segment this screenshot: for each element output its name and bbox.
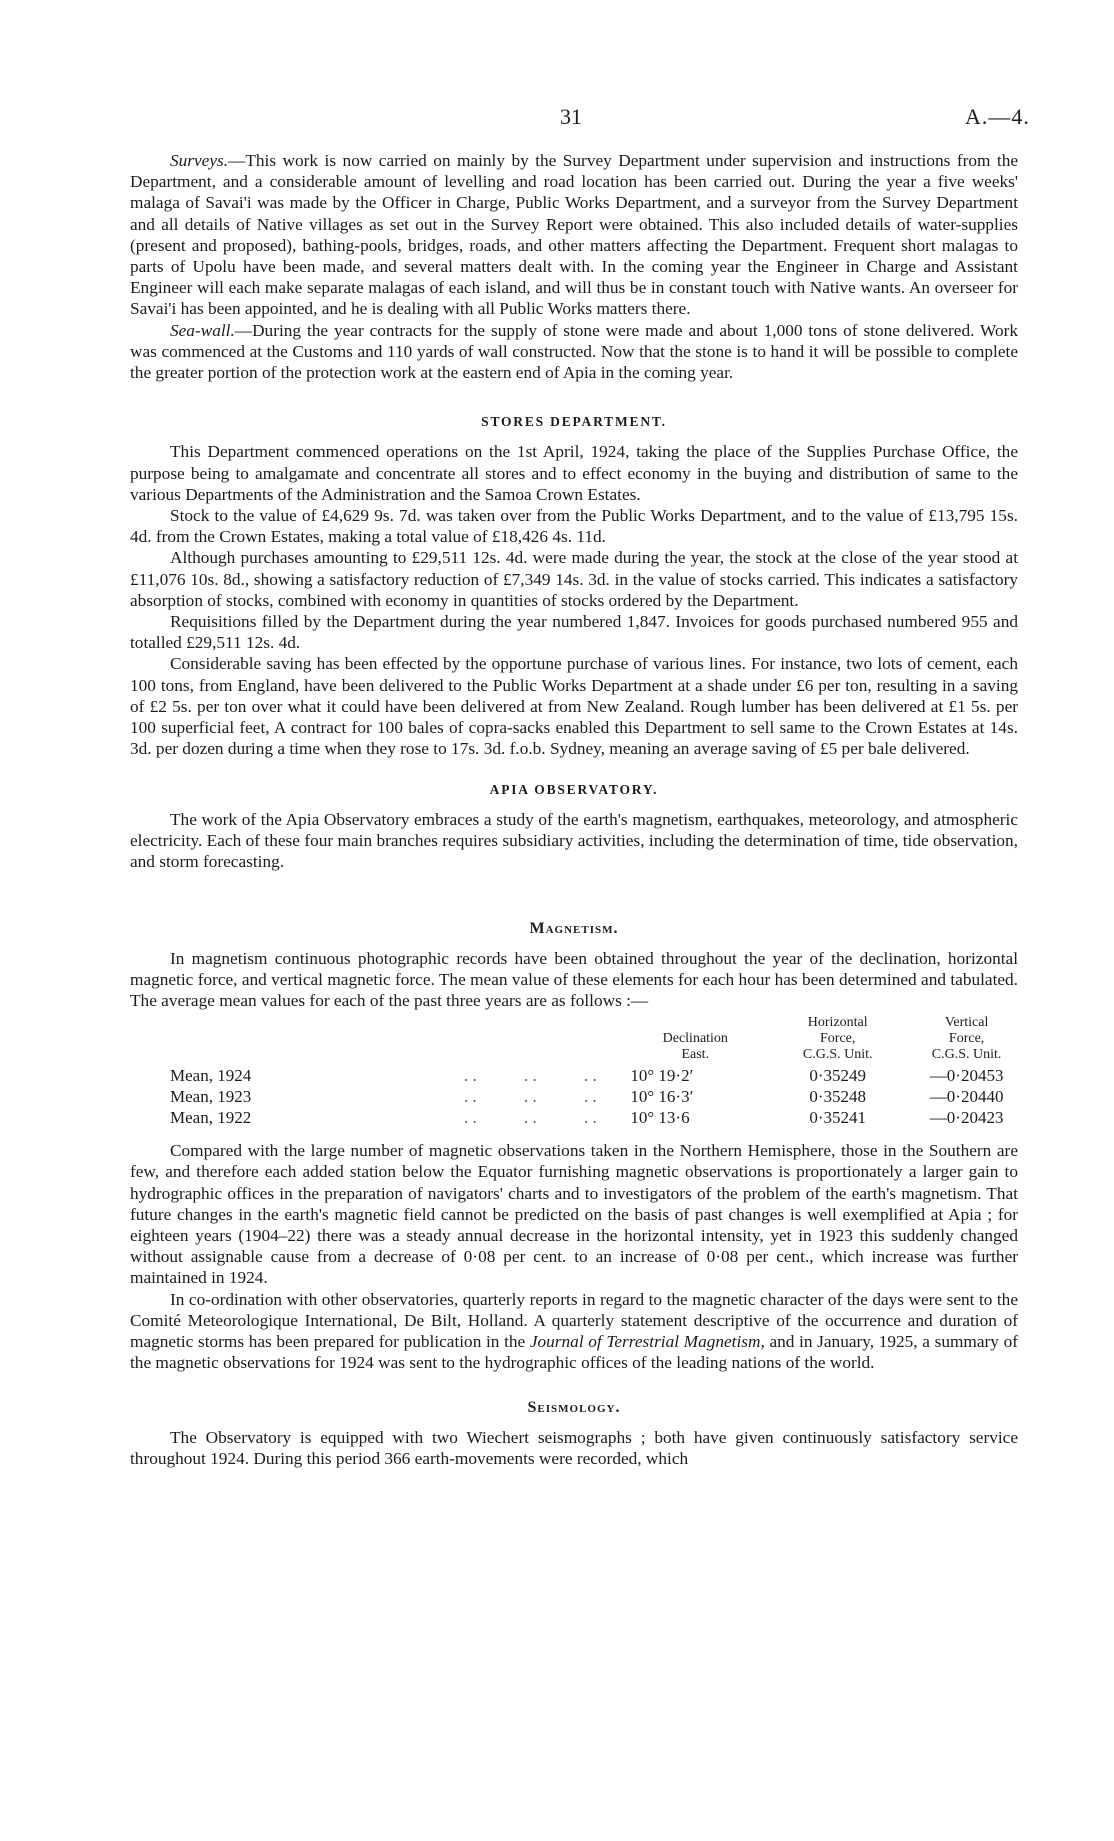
vertical-force-value: —0·20453 [929,1066,1004,1086]
magnetism-table [170,1015,1018,1128]
stores-heading: STORES DEPARTMENT. [481,414,667,430]
stores-paragraph: Stock to the value of £4,629 9s. 7d. was taken over from the Public Works Department, and to the value of £13,795 15s. 4d. from the Crown Estates, making a total value of £18,426 4s. 11d. [130,506,1018,547]
stores-paragraph: Although purchases amounting to £29,511 12s. 4d. were made during the year, the stock at the close of the year stood at £11,076 10s. 8d., showing a satisfactory reduction of £7,349 14s. 3d. in the value of stocks carried. This indicates a satisfactory absorption of stocks, combined with economy in quantities of stocks ordered by the Department. [130,548,1018,610]
stores-paragraph: This Department commenced operations on the 1st April, 1924, taking the place of the Supplies Purchase Office, the purpose being to amalgamate and concentrate all stores and to effect economy in the buying and distribution of same to the various Departments of the Administration and the Samoa Crown Estates. [130,442,1018,504]
stores-paragraph: Considerable saving has been effected by the opportune purchase of various lines. For instance, two lots of cement, each 100 tons, from England, have been delivered to the Public Works Department at a shade under £6 per ton, resulting in a saving of £2 5s. per ton over what it could have been delivered at from New Zealand. Rough lumber has been delivered at £1 5s. per 100 superficial feet, A contract for 100 bales of copra-sacks enabled this Department to sell same to the Crown Estates at 14s. 3d. per dozen during a time when they rose to 17s. 3d. f.o.b. Sydney, meaning an average saving of £5 per bale delivered. [130,654,1018,759]
magnetism-intro: In magnetism continuous photographic records have been obtained throughout the year of the declination, horizontal magnetic force, and vertical magnetic force. The mean value of these elements for each hour has been determined and tabulated. The average mean values for each of the past three years are as follows :— [130,948,1018,1010]
declination-value: 10° 13·6 [630,1108,690,1128]
magnetism-paragraph: Compared with the large number of magnetic observations taken in the Northern Hemisphere, those in the Southern are few, and therefore each added station below the Equator furnishing magnetic observations is proportionately a larger gain to hydrographic offices in the preparation of navigators' charts and to investigators of the problem of the earth's magnetism. That future changes in the earth's magnetic field cannot be predicted on the basis of past changes is well exemplified at Apia ; for eighteen years (1904–22) there was a steady annual decrease in the horizontal intensity, yet in 1923 this suddenly changed without assignable cause from a decrease of 0·08 per cent. to an increase of 0·08 per cent., which increase was further maintained in 1924. [130,1141,1018,1288]
observatory-paragraph: The work of the Apia Observatory embraces a study of the earth's magnetism, earthquakes, meteorology, and atmospheric electricity. Each of these four main branches requires subsidiary activities, including the determination of time, tide observation, and storm forecasting. [130,809,1018,872]
page-number: 31 [560,104,582,129]
seawall-lead: Sea-wall. [170,320,235,340]
observatory-heading: APIA OBSERVATORY. [489,782,659,798]
seismology-paragraph: The Observatory is equipped with two Wiechert seismographs ; both have given continuously satisfactory service throughout 1924. During this period 366 earth-movements were recorded, which [130,1427,1018,1468]
seawall-text: —During the year contracts for the supply of stone were made and about 1,000 tons of stone delivered. Work was commenced at the Customs and 110 yards of wall constructed. Now that the stone is to hand it will be possible to complete the greater portion of the protection work at the eastern end of Apia in the coming year. [130,320,1018,383]
surveys-lead: Surveys. [170,151,229,170]
table-header-row [170,1015,1018,1065]
document-reference: A.—4. [965,104,1030,129]
surveys-paragraph [130,150,1018,320]
row-label: Mean, 1923 [170,1087,252,1107]
surveys-text: —This work is now carried on mainly by the Survey Department under supervision and instructions from the Department, and a considerable amount of levelling and road location has been carried out. During the year a five weeks' malaga of Savai'i was made by the Officer in Charge, Public Works Department, and a surveyor from the Survey Department and all details of Native villages as set out in the Survey Report were obtained. This also included details of water-supplies (present and proposed), bathing-pools, bridges, roads, and other matters affecting the Department. Frequent short malagas to parts of Upolu have been made, and several matters dealt with. In the coming year the Engineer in Charge and Assistant Engineer will each make separate malagas of each island, and will thus be in constant touch with Native wants. An overseer for Savai'i has been appointed, and he is dealing with all Public Works matters there. [130,151,1018,319]
horizontal-force-value: 0·35241 [809,1108,867,1128]
leader-dots: . . . . . . [463,1108,597,1128]
magnetism-heading: Magnetism. [529,920,619,938]
horizontal-force-header: Horizontal Force, C.G.S. Unit. [802,1015,873,1063]
row-label: Mean, 1922 [170,1108,252,1128]
vertical-force-value: —0·20440 [929,1087,1004,1107]
coordination-paragraph: In co-ordination with other observatories, quarterly reports in regard to the magnetic character of the days were sent to the Comité Meteorologique International, De Bilt, Holland. A quarterly statement descriptive of the occurrence and duration of magnetic storms has been prepared for publication in the Journal of Terrestrial Magnetism, and in January, 1925, a summary of the magnetic observations for 1924 was sent to the hydrographic offices of the leading nations of the world. [130,1289,1018,1373]
horizontal-force-value: 0·35249 [809,1066,867,1086]
table-row [170,1065,1018,1086]
seismology-heading: Seismology. [527,1399,621,1417]
horizontal-force-value: 0·35248 [809,1087,867,1107]
table-row [170,1107,1018,1128]
row-label: Mean, 1924 [170,1066,252,1086]
declination-value: 10° 19·2′ [630,1066,694,1086]
document-body [130,150,1018,1469]
leader-dots: . . . . . . [463,1066,597,1086]
declination-value: 10° 16·3′ [630,1087,694,1107]
vertical-force-value: —0·20423 [929,1108,1004,1128]
journal-title: Journal of Terrestrial Magnetism [529,1331,761,1351]
stores-paragraph: Requisitions filled by the Department during the year numbered 1,847. Invoices for goods purchased numbered 955 and totalled £29,511 12s. 4d. [130,612,1018,653]
seawall-paragraph [130,320,1018,384]
table-row [170,1086,1018,1107]
vertical-force-header: Vertical Force, C.G.S. Unit. [931,1015,1002,1063]
leader-dots: . . . . . . [463,1087,597,1107]
declination-header: Declination East. [662,1031,728,1063]
